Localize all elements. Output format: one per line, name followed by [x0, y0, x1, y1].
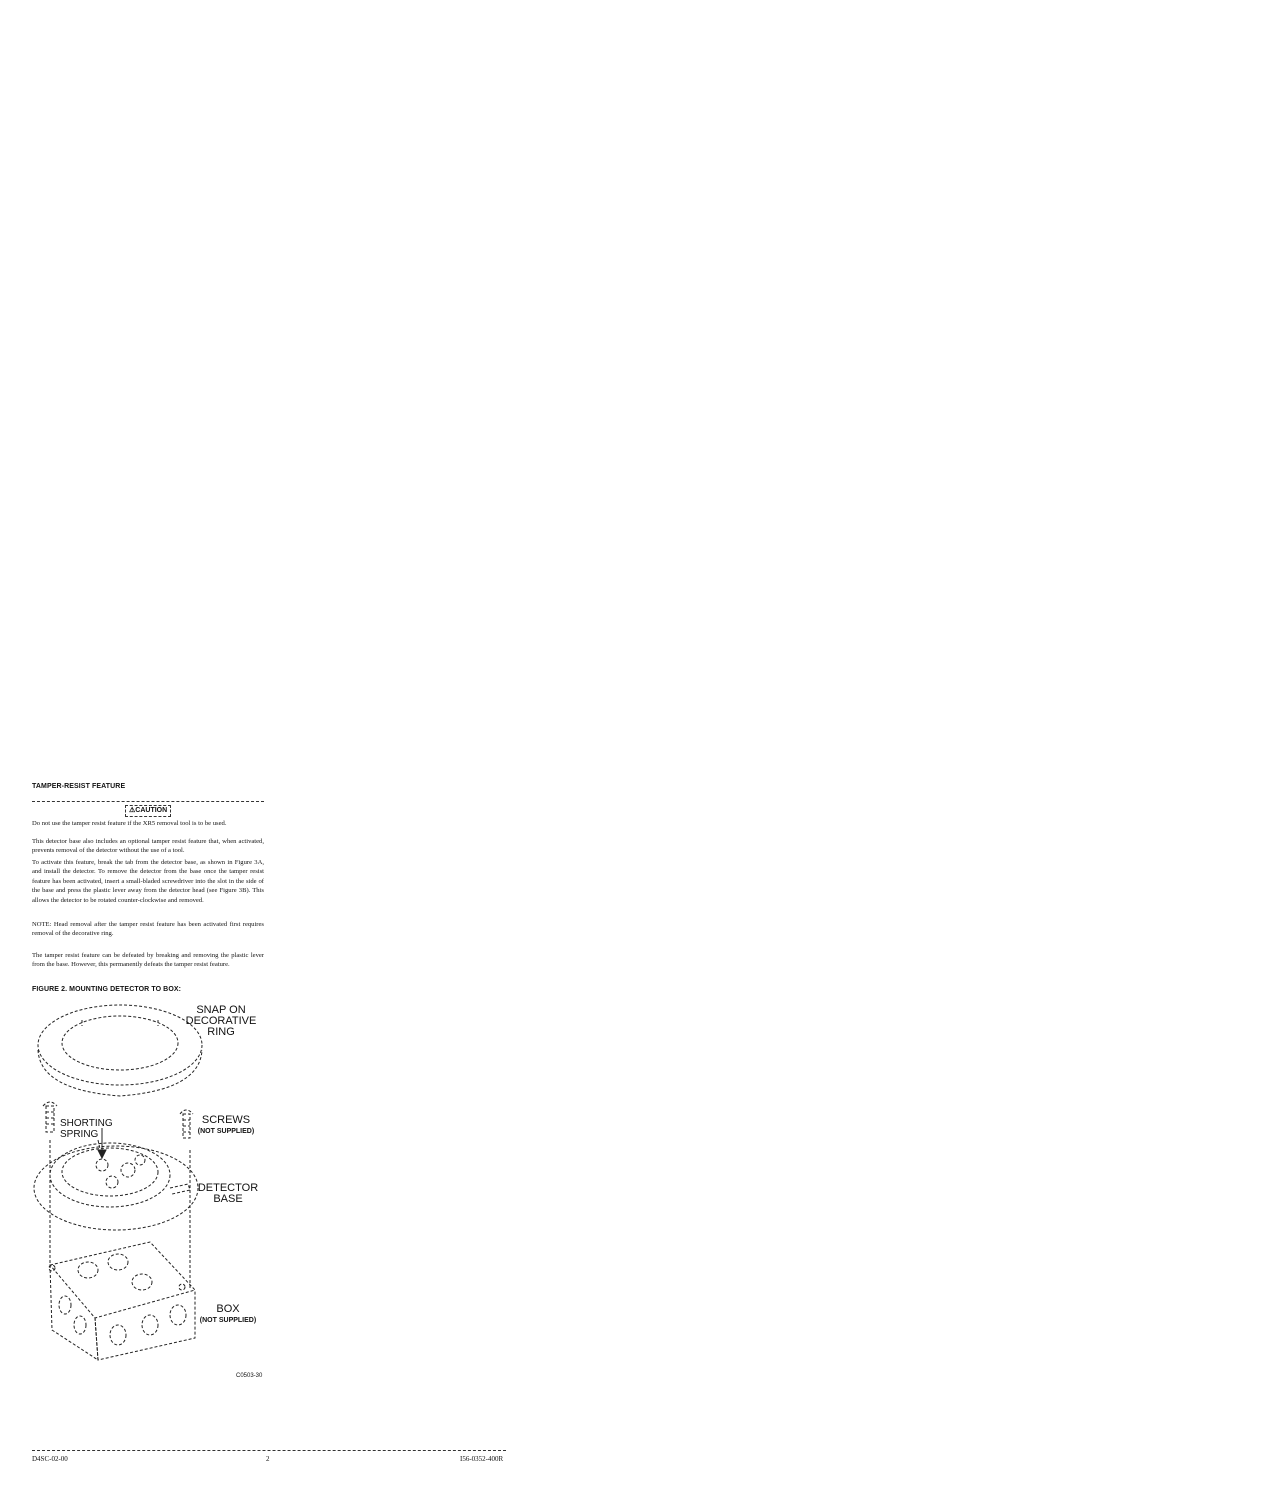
detector-base-drawing	[34, 1140, 198, 1230]
electrical-box-drawing	[49, 1242, 195, 1360]
caution-box	[125, 805, 171, 817]
ring-label-line2: DECORATIVE	[185, 1015, 257, 1027]
base-label-line2: BASE	[213, 1193, 243, 1205]
section-heading: TAMPER-RESIST FEATURE	[32, 783, 126, 790]
figure-caption: FIGURE 2. MOUNTING DETECTOR TO BOX:	[32, 986, 182, 993]
page-number: 2	[266, 1455, 270, 1463]
figure-code: C0503-30	[236, 1373, 263, 1379]
ring-label	[184, 1005, 258, 1038]
box-label-text: BOX	[216, 1303, 240, 1315]
base-label-line1: DETECTOR	[197, 1182, 259, 1194]
footer-doc-code: D4SC-02-00	[32, 1455, 68, 1463]
caution-text: Do not use the tamper resist feature if the XR5 removal tool is to be used.	[32, 820, 227, 827]
decorative-ring-drawing	[38, 1005, 202, 1096]
screws-note: (NOT SUPPLIED)	[197, 1128, 255, 1135]
footer-rule	[32, 1450, 506, 1451]
screw-left-drawing	[43, 1102, 57, 1132]
spring-label-line2: SPRING	[60, 1129, 99, 1140]
base-label	[196, 1183, 260, 1205]
box-note: (NOT SUPPLIED)	[199, 1317, 257, 1324]
caution-label: CAUTION	[135, 807, 168, 814]
spring-label	[60, 1118, 118, 1140]
ring-label-line1: SNAP ON	[196, 1004, 246, 1016]
section-rule	[32, 801, 264, 802]
box-label	[196, 1304, 260, 1326]
warning-icon: ⚠	[129, 807, 136, 814]
spring-label-line1: SHORTING	[60, 1118, 113, 1129]
ring-label-line3: RING	[207, 1026, 235, 1038]
screws-label	[194, 1115, 258, 1137]
screws-label-text: SCREWS	[201, 1114, 251, 1126]
paragraph-intro: This detector base also includes an optional tamper resist feature that, when activated, prevents removal of the detector without the use of a tool.	[32, 838, 264, 855]
screw-right-drawing	[180, 1110, 193, 1138]
footer-part-number: I56-0352-400R	[460, 1455, 504, 1463]
paragraph-activation: To activate this feature, break the tab from the detector base, as shown in Figure 3A, and install the detector. To remove the detector from the base once the tamper resist feature has been activated, insert a small-bladed screwdriver into the slot in the side of the base and press the plastic lever away from the detector head (see Figure 3B). This allows the detector to be rotated counter-clockwise and removed.	[32, 859, 264, 904]
paragraph-note: NOTE: Head removal after the tamper resist feature has been activated first requires removal of the decorative ring.	[32, 921, 264, 938]
paragraph-defeat: The tamper resist feature can be defeated by breaking and removing the plastic lever from the base. However, this permanently defeats the tamper resist feature.	[32, 952, 264, 969]
